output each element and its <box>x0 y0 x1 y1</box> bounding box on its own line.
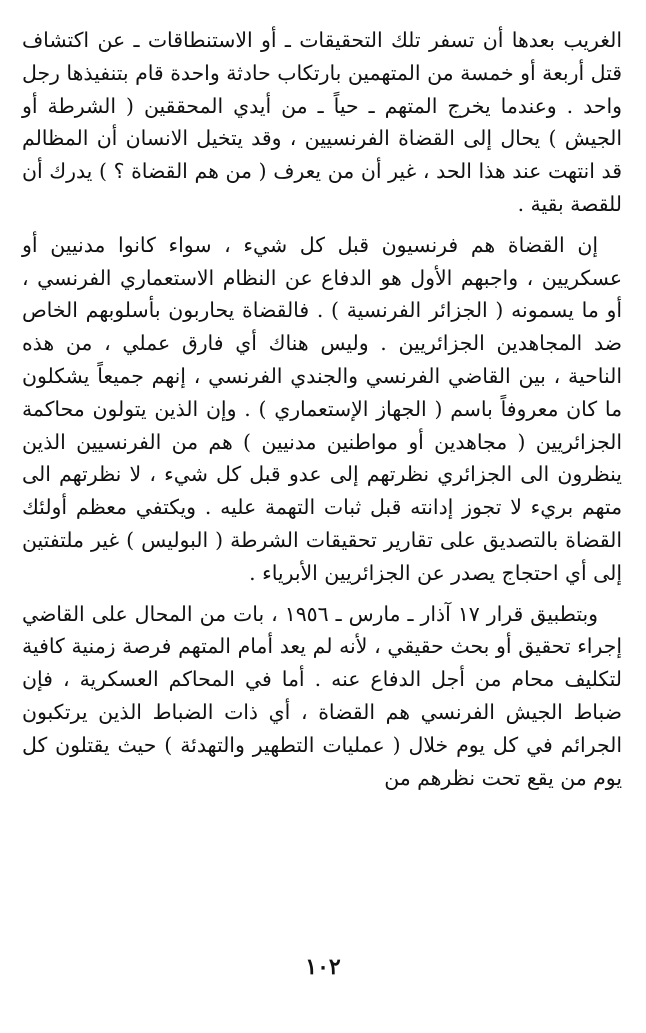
page-number: ١٠٢ <box>305 954 341 980</box>
document-page <box>22 24 622 1009</box>
paragraph-3: وبتطبيق قرار ١٧ آذار ـ مارس ـ ١٩٥٦ ، بات من المحال على القاضي إجراء تحقيق أو بحث حقيقي ، لأنه لم يعد أمام المتهم فرصة زمنية كافية لتكليف محام من أجل الدفاع عنه . أما في المحاكم العسكرية ، فإن ضباط الجيش الفرنسي هم القضاة ، أي ذات الضباط الذين يرتكبون الجرائم في كل يوم خلال ( عمليات التطهير والتهدئة ) حيث يقتلون كل يوم من يقع تحت نظرهم من <box>22 601 622 790</box>
paragraph-1: الغريب بعدها أن تسفر تلك التحقيقات ـ أو الاستنطاقات ـ عن اكتشاف قتل أربعة أو خمسة من المتهمين بارتكاب حادثة واحدة قام بتنفيذها رجل واحد . وعندما يخرج المتهم ـ حياً ـ من أيدي المحققين ( الشرطة أو الجيش ) يحال إلى القضاة الفرنسيين ، وقد يتخيل الانسان أن المظالم قد انتهت عند هذا الحد ، غير أن من يعرف ( من هم القضاة ؟ ) يدرك أن للقصة بقية . <box>22 28 622 216</box>
paragraph-2: إن القضاة هم فرنسيون قبل كل شيء ، سواء كانوا مدنيين أو عسكريين ، واجبهم الأول هو الدفاع عن النظام الاستعماري الفرنسي ، أو ما يسمونه ( الجزائر الفرنسية ) . فالقضاة يحاربون بأسلوبهم الخاص ضد المجاهدين الجزائريين . وليس هناك أي فارق عملي ، من هذه الناحية ، بين القاضي الفرنسي والجندي الفرنسي ، إنهم جميعاً يشكلون ما كان معروفاً باسم ( الجهاز الإستعماري ) . وإن الذين يتولون محاكمة الجزائريين ( مجاهدين أو مواطنين مدنيين ) هم من الفرنسيين الذين ينظرون الى الجزائري نظرتهم إلى عدو قبل كل شيء ، لا نظرتهم الى متهم بريء لا تجوز إدانته قبل ثبات التهمة عليه . ويكتفي معظم أولئك القضاة بالتصديق على تقارير تحقيقات الشرطة ( البوليس ) غير ملتفتين إلى أي احتجاج يصدر عن الجزائريين الأبرياء . <box>22 232 622 585</box>
